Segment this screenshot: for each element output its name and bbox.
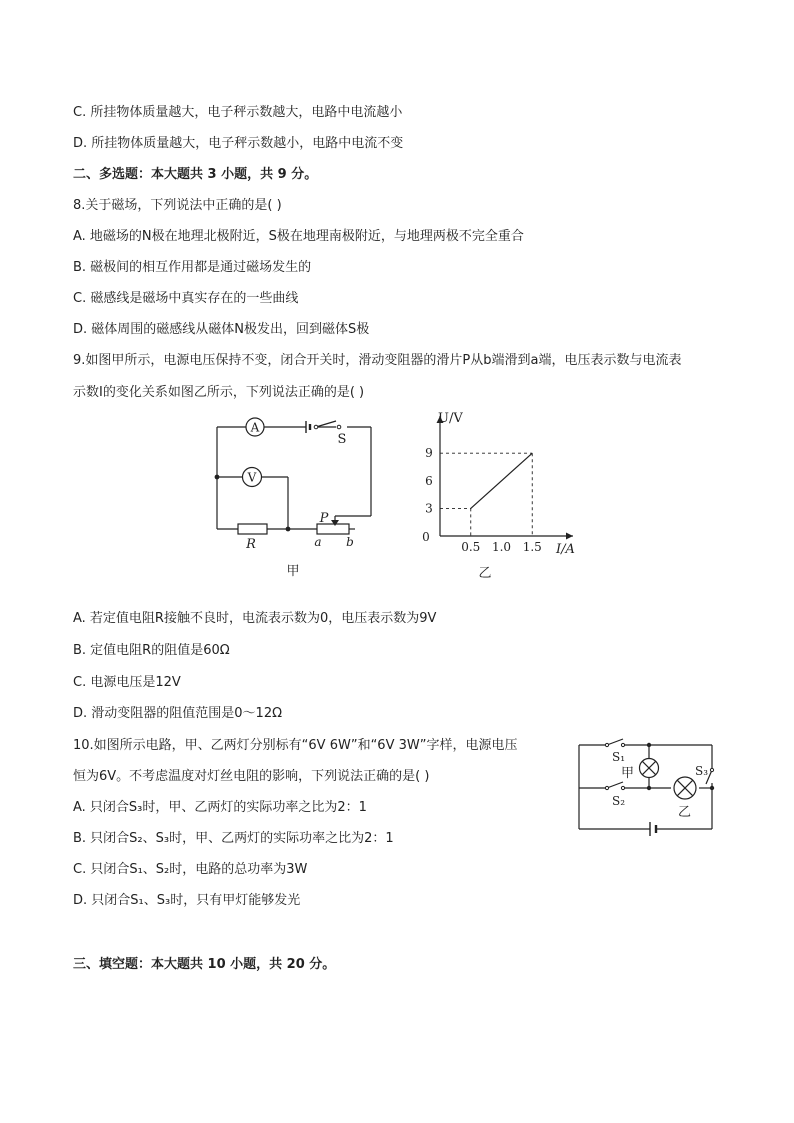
figure-jia-circuit bbox=[200, 410, 390, 585]
question-10-option-a: A. 只闭合S₃时，甲、乙两灯的实际功率之比为2：1 bbox=[73, 800, 367, 815]
figure-q10-circuit bbox=[572, 735, 722, 835]
ammeter-label: A bbox=[250, 420, 260, 435]
question-8-option-a: A. 地磁场的N极在地理北极附近，S极在地理南极附近，与地理两极不完全重合 bbox=[73, 229, 524, 244]
resistor-r bbox=[238, 524, 267, 534]
switch-label: S bbox=[337, 432, 347, 447]
y-tick-label: 3 bbox=[425, 501, 433, 516]
x-tick-label: 1.0 bbox=[491, 540, 512, 554]
end-b-label: b bbox=[346, 535, 354, 549]
x-tick-label: 0.5 bbox=[461, 540, 481, 554]
voltmeter-label: V bbox=[247, 470, 257, 485]
lamp-yi-label: 乙 bbox=[678, 805, 692, 820]
figure-jia-caption: 甲 bbox=[286, 564, 300, 579]
question-9-option-a: A. 若定值电阻R接触不良时，电流表示数为0，电压表示数为9V bbox=[73, 611, 437, 626]
option-8c-prev: C. 所挂物体质量越大，电子秤示数越大，电路中电流越小 bbox=[73, 105, 403, 120]
lamp-yi-symbol bbox=[674, 777, 696, 799]
question-10-line-2: 恒为6V。不考虑温度对灯丝电阻的影响，下列说法正确的是( ) bbox=[73, 769, 430, 784]
y-axis-label: U/V bbox=[438, 411, 463, 426]
switch-s2-label: S₂ bbox=[612, 794, 626, 808]
x-tick-label: 1.5 bbox=[522, 540, 542, 554]
lamp-jia-label: 甲 bbox=[621, 766, 635, 781]
y-tick-label: 9 bbox=[425, 446, 433, 461]
section-heading-fill-in: 三、填空题：本大题共 10 小题，共 20 分。 bbox=[73, 957, 336, 972]
figure-yi-caption: 乙 bbox=[478, 566, 492, 581]
question-10-line-1: 10.如图所示电路，甲、乙两灯分别标有“6V 6W”和“6V 3W”字样，电源电压 bbox=[73, 738, 518, 753]
data-line bbox=[471, 453, 533, 508]
section-heading-multi-choice: 二、多选题：本大题共 3 小题，共 9 分。 bbox=[73, 167, 318, 182]
question-10-option-d: D. 只闭合S₁、S₃时，只有甲灯能够发光 bbox=[73, 893, 301, 908]
question-9-line-2: 示数I的变化关系如图乙所示，下列说法正确的是( ) bbox=[73, 385, 365, 400]
question-8-option-b: B. 磁极间的相互作用都是通过磁场发生的 bbox=[73, 260, 312, 275]
switch-s1-label: S₁ bbox=[612, 750, 626, 764]
option-8d-prev: D. 所挂物体质量越大，电子秤示数越小，电路中电流不变 bbox=[73, 136, 404, 151]
question-9-option-d: D. 滑动变阻器的阻值范围是0～12Ω bbox=[73, 706, 283, 721]
end-a-label: a bbox=[314, 535, 322, 549]
question-8-option-d: D. 磁体周围的磁感线从磁体N极发出，回到磁体S极 bbox=[73, 322, 370, 337]
y-tick-label: 6 bbox=[425, 473, 433, 488]
question-10-option-b: B. 只闭合S₂、S₃时，甲、乙两灯的实际功率之比为2：1 bbox=[73, 831, 394, 846]
resistor-label: R bbox=[246, 537, 256, 552]
question-10-option-c: C. 只闭合S₁、S₂时，电路的总功率为3W bbox=[73, 862, 308, 877]
x-axis-label: I/A bbox=[556, 542, 575, 557]
lamp-jia-symbol bbox=[640, 759, 659, 778]
question-8: 8.关于磁场，下列说法中正确的是( ) bbox=[73, 198, 282, 213]
figure-yi-graph bbox=[415, 400, 595, 585]
origin-label: 0 bbox=[422, 530, 430, 544]
question-9-option-b: B. 定值电阻R的阻值是60Ω bbox=[73, 643, 230, 658]
switch-s3-label: S₃ bbox=[695, 764, 709, 778]
question-9-option-c: C. 电源电压是12V bbox=[73, 675, 181, 690]
question-8-option-c: C. 磁感线是磁场中真实存在的一些曲线 bbox=[73, 291, 299, 306]
question-9-line-1: 9.如图甲所示，电源电压保持不变，闭合开关时，滑动变阻器的滑片P从b端滑到a端，电压表示数与电流表 bbox=[73, 353, 682, 368]
slider-label: P bbox=[319, 511, 329, 526]
